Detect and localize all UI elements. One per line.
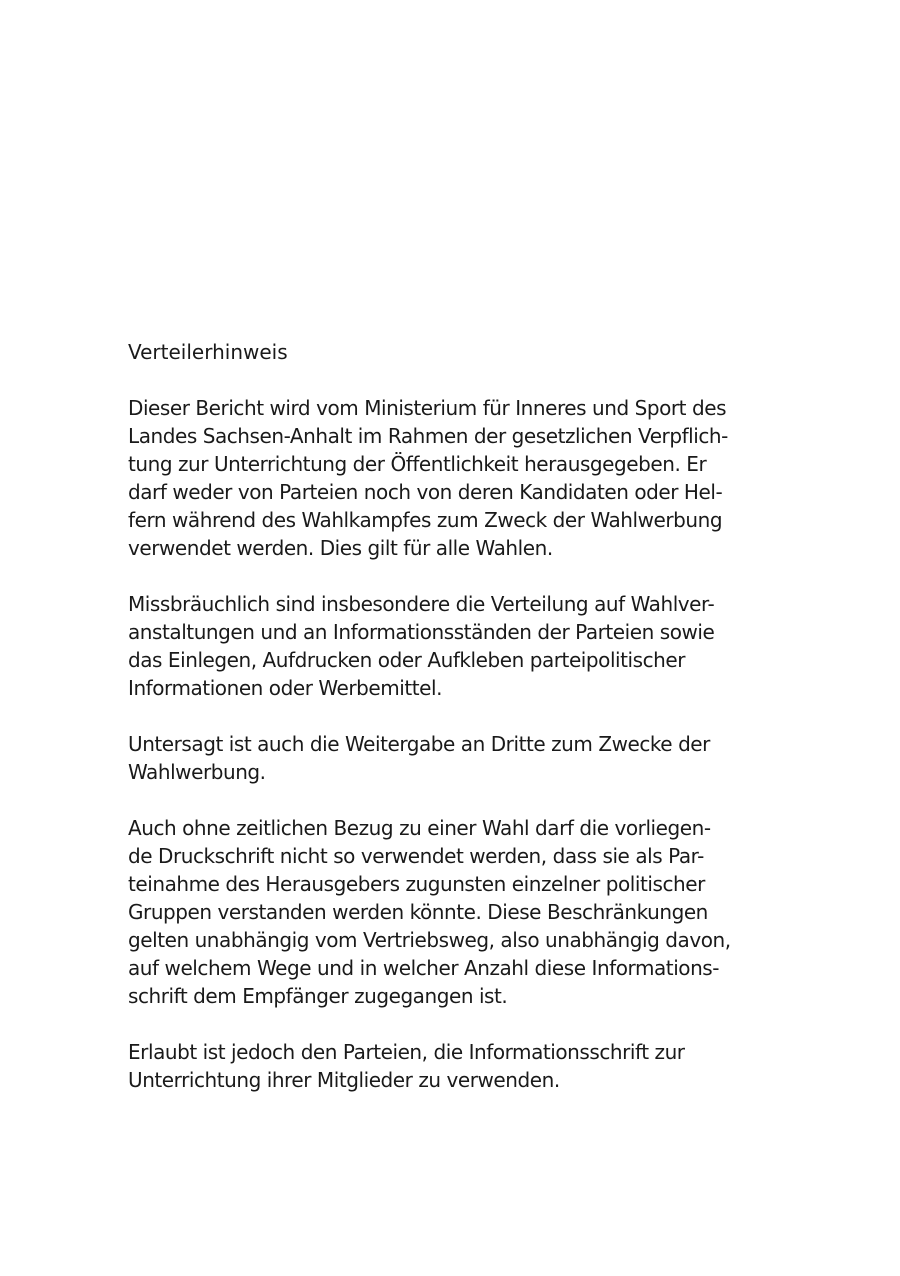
paragraph-line: verwendet werden. Dies gilt für alle Wahlen.	[128, 536, 553, 560]
paragraph-5	[128, 1038, 788, 1094]
paragraph-line: Untersagt ist auch die Weitergabe an Dritte zum Zwecke der	[128, 732, 710, 756]
paragraph-line: das Einlegen, Aufdrucken oder Aufkleben parteipolitischer	[128, 648, 686, 672]
paragraph-line: fern während des Wahlkampfes zum Zweck der Wahlwerbung	[128, 508, 723, 532]
paragraph-line: Auch ohne zeitlichen Bezug zu einer Wahl darf die vorliegen-	[128, 816, 711, 840]
paragraph-line: schrift dem Empfänger zugegangen ist.	[128, 984, 508, 1008]
paragraph-line: Dieser Bericht wird vom Ministerium für Inneres und Sport des	[128, 396, 727, 420]
paragraph-line: Informationen oder Werbemittel.	[128, 676, 443, 700]
paragraph-line: gelten unabhängig vom Vertriebsweg, also unabhängig davon,	[128, 928, 731, 952]
paragraph-line: Erlaubt ist jedoch den Parteien, die Informationsschrift zur	[128, 1040, 685, 1064]
paragraph-line: teinahme des Herausgebers zugunsten einzelner politischer	[128, 872, 705, 896]
distribution-notice	[128, 338, 788, 1122]
paragraph-line: anstaltungen und an Informationsständen der Parteien sowie	[128, 620, 715, 644]
paragraph-line: Landes Sachsen-Anhalt im Rahmen der gesetzlichen Verpflich-	[128, 424, 728, 448]
paragraph-line: Gruppen verstanden werden könnte. Diese Beschränkungen	[128, 900, 708, 924]
paragraph-1	[128, 394, 788, 562]
paragraph-line: Unterrichtung ihrer Mitglieder zu verwenden.	[128, 1068, 560, 1092]
paragraph-line: darf weder von Parteien noch von deren Kandidaten oder Hel-	[128, 480, 723, 504]
paragraph-line: de Druckschrift nicht so verwendet werden, dass sie als Par-	[128, 844, 704, 868]
paragraph-line: auf welchem Wege und in welcher Anzahl diese Informations-	[128, 956, 720, 980]
notice-heading: Verteilerhinweis	[128, 340, 288, 364]
paragraph-line: tung zur Unterrichtung der Öffentlichkeit herausgegeben. Er	[128, 452, 707, 476]
paragraph-4	[128, 814, 788, 1010]
paragraph-2	[128, 590, 788, 702]
paragraph-line: Missbräuchlich sind insbesondere die Verteilung auf Wahlver-	[128, 592, 715, 616]
paragraph-line: Wahlwerbung.	[128, 760, 266, 784]
paragraph-3	[128, 730, 788, 786]
